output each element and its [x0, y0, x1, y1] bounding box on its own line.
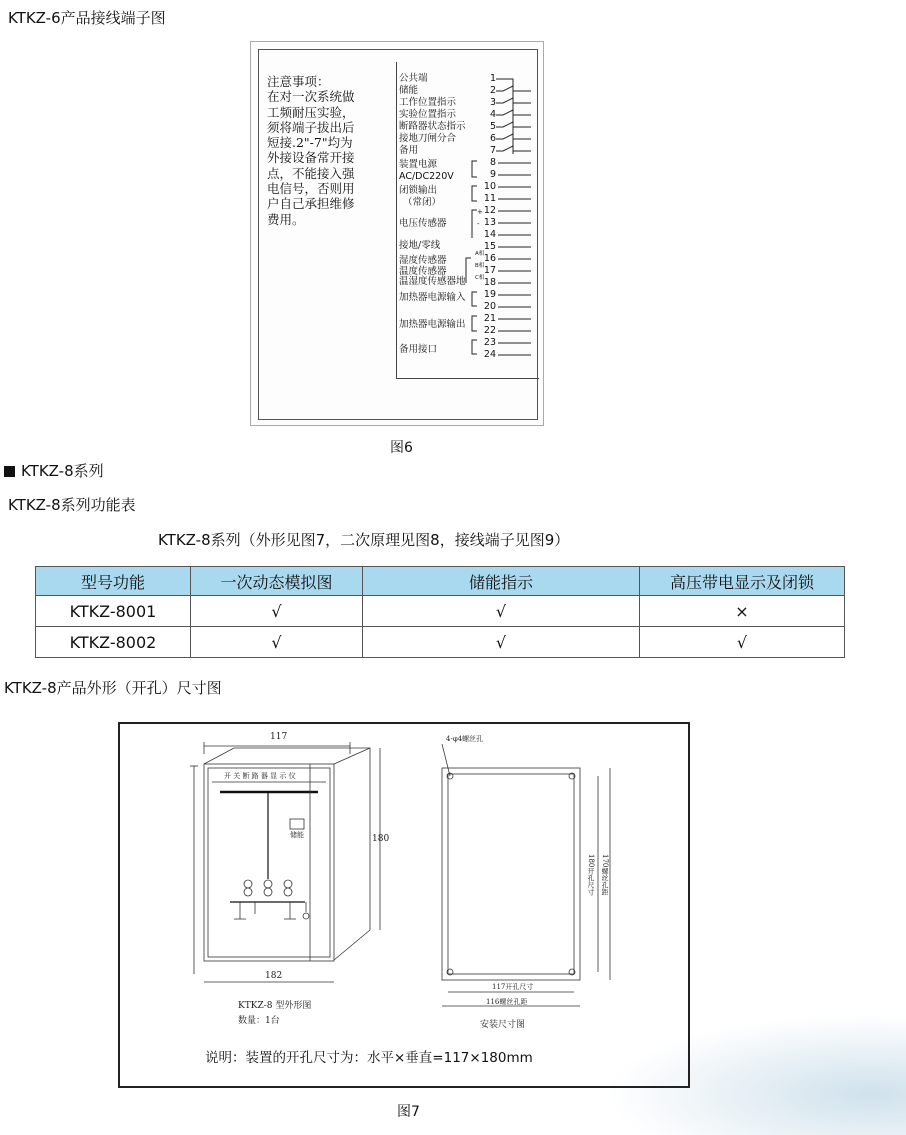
term-label-th-ground: 温湿度传感器地: [399, 276, 466, 287]
table-header-cell: 储能指示: [363, 567, 640, 596]
term-label-breaker-state: 断路器状态指示: [399, 121, 466, 132]
term-label-spare: 备用: [399, 145, 419, 156]
term-label-work-pos: 工作位置指示: [399, 97, 457, 108]
term-phase-a: A相: [475, 251, 485, 257]
table-cell: ×: [640, 596, 845, 627]
term-num: 9: [489, 169, 496, 180]
term-num: 5: [489, 121, 496, 132]
front-label: KTKZ-8 型外形图: [238, 1001, 312, 1011]
table-row: [36, 596, 845, 627]
term-label-voltage-sensor: 电压传感器: [399, 218, 447, 229]
notice-title: 注意事项：: [267, 74, 330, 89]
notice-line: 在对一次系统做: [267, 89, 355, 105]
table-cell-model: KTKZ-8001: [36, 596, 191, 627]
term-plus: +: [477, 208, 483, 216]
figure7-frame: [118, 722, 690, 1088]
dim-side: 180: [372, 834, 390, 844]
notice-line: 短接.2"-7"均为: [267, 135, 353, 151]
kz8-outline-title: KTKZ-8产品外形（开孔）尺寸图: [4, 679, 222, 697]
term-num: 19: [483, 289, 496, 300]
term-label-temperature: 温度传感器: [399, 265, 447, 277]
table-cell: √: [191, 596, 363, 627]
table-header-cell: 高压带电显示及闭锁: [640, 567, 845, 596]
term-label-ground-zero: 接地/零线: [399, 240, 441, 251]
term-num: 1: [489, 73, 496, 84]
mount-height: 170螺丝孔距: [601, 854, 609, 896]
table-header-cell: 型号功能: [36, 567, 191, 596]
mount-width: 116螺丝孔距: [486, 998, 528, 1006]
figure7-note: 说明：装置的开孔尺寸为：水平×垂直=117×180mm: [205, 1050, 533, 1066]
kz6-title: KTKZ-6产品接线端子图: [8, 9, 166, 27]
panel-header: 开 关 断 路 器 显 示 仪: [224, 772, 296, 780]
term-label-ground-knife: 接地刀闸分合: [399, 133, 457, 144]
term-label-power: 装置电源: [399, 159, 438, 170]
term-label-spare-port: 备用接口: [399, 343, 438, 355]
figure6-caption: 图6: [390, 440, 413, 456]
term-num: 2: [489, 85, 496, 96]
square-bullet-icon: [4, 466, 15, 477]
dim-bottom: 182: [265, 971, 283, 981]
storage-label: 储能: [290, 831, 304, 839]
term-num: 3: [489, 97, 496, 108]
term-num: 14: [483, 229, 496, 240]
term-label-lock-normal: （常闭）: [403, 197, 442, 208]
kz8-table-title: KTKZ-8系列功能表: [8, 496, 136, 514]
term-phase-b: B相: [475, 263, 485, 269]
hole-label: 4-φ4螺丝孔: [446, 735, 484, 743]
term-num: 11: [483, 193, 496, 204]
term-minus: -: [477, 220, 480, 228]
term-label-lock-output: 闭锁输出: [399, 185, 438, 196]
term-label-heater-in: 加热器电源输入: [399, 291, 466, 303]
term-label-storage: 储能: [399, 85, 419, 96]
term-label-common: 公共端: [399, 73, 428, 84]
term-num: 12: [483, 205, 496, 216]
term-num: 7: [489, 145, 496, 156]
table-cell-model: KTKZ-8002: [36, 627, 191, 658]
quantity-label: 数量：1台: [238, 1016, 280, 1026]
terminal-wiring: [251, 42, 543, 425]
term-num: 13: [483, 217, 496, 228]
figure7-drawing: [120, 724, 688, 1086]
table-cell: √: [640, 627, 845, 658]
dim-top: 117: [270, 732, 288, 742]
term-num: 8: [489, 157, 496, 168]
term-num: 18: [483, 277, 496, 288]
terminal-labels: [399, 73, 466, 356]
table-row: [36, 627, 845, 658]
term-num: 16: [483, 253, 496, 264]
term-num: 15: [483, 241, 496, 252]
term-phase-c: C相: [475, 275, 485, 281]
term-num: 10: [483, 181, 496, 192]
cut-width: 117开孔尺寸: [492, 983, 534, 991]
kz8-table-caption: KTKZ-8系列（外形见图7，二次原理见图8，接线端子见图9）: [158, 531, 570, 549]
term-num: 17: [483, 265, 496, 276]
terminal-numbers: [484, 73, 496, 157]
notice-line: 外接设备常开接: [267, 150, 355, 166]
table-cell: √: [191, 627, 363, 658]
term-num: 23: [483, 337, 496, 348]
notice-line: 须将端子拔出后: [267, 119, 355, 135]
notice-line: 工频耐压实验，: [267, 104, 355, 120]
term-num: 22: [483, 325, 496, 336]
term-label-humidity: 湿度传感器: [399, 255, 447, 266]
notice-line: 费用。: [267, 211, 305, 227]
term-num: 6: [489, 133, 496, 144]
term-num: 21: [483, 313, 496, 324]
notice-line: 电信号，否则用: [267, 181, 355, 197]
table-header-cell: 一次动态模拟图: [191, 567, 363, 596]
kz8-series-text: KTKZ-8系列: [21, 462, 104, 480]
figure6-frame: [250, 41, 544, 426]
notice-line: 点，不能接入强: [267, 165, 355, 181]
term-num: 24: [483, 349, 496, 360]
install-label: 安装尺寸图: [480, 1020, 526, 1030]
table-header-row: [36, 567, 845, 596]
term-label-power-type: AC/DC220V: [399, 171, 454, 182]
function-table: [35, 566, 845, 658]
cut-height: 180开孔尺寸: [587, 854, 595, 896]
term-num: 20: [483, 301, 496, 312]
terminal-numbers-2: [482, 157, 496, 361]
figure7-caption: 图7: [397, 1104, 420, 1120]
term-num: 4: [489, 109, 496, 120]
kz8-series-heading: [4, 460, 104, 481]
table-cell: √: [363, 627, 640, 658]
term-label-test-pos: 实验位置指示: [399, 109, 457, 120]
table-cell: √: [363, 596, 640, 627]
notice-line: 户自己承担维修: [267, 196, 355, 212]
term-label-heater-out: 加热器电源输出: [399, 318, 466, 330]
